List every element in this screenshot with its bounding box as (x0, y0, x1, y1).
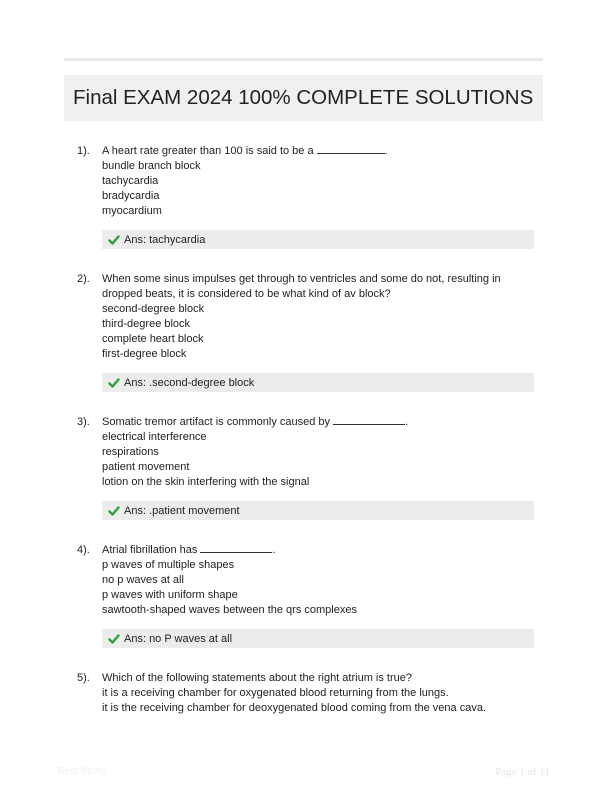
answer-box (102, 230, 534, 249)
question-number: 3). (77, 416, 90, 428)
question-body (102, 144, 540, 219)
answer-blank (200, 543, 272, 553)
page-title: Final EXAM 2024 100% COMPLETE SOLUTIONS (73, 86, 534, 109)
option: tachycardia (102, 175, 159, 187)
option: patient movement (102, 461, 190, 473)
check-icon (108, 377, 120, 389)
option: it is a receiving chamber for oxygenated blood returning from the lungs. (102, 687, 449, 699)
option: p waves of multiple shapes (102, 559, 235, 571)
option: it is the receiving chamber for deoxygenated blood coming from the vena cava. (102, 702, 486, 714)
question-stem-end: . (405, 416, 409, 428)
question-number: 4). (77, 544, 90, 556)
option: myocardium (102, 205, 162, 217)
option: bradycardia (102, 190, 160, 202)
option: first-degree block (102, 348, 187, 360)
question-stem-text: When some sinus impulses get through to ventricles and some do not, resulting in dropped beats, it is considered to be what kind of av block? (102, 273, 501, 300)
question-body (102, 543, 540, 618)
question-stem-text: A heart rate greater than 100 is said to be a (102, 145, 314, 157)
check-icon (108, 505, 120, 517)
question-stem (102, 272, 540, 302)
option: third-degree block (102, 318, 191, 330)
option: bundle branch block (102, 160, 201, 172)
footer-brand: Best Study (58, 766, 107, 777)
option: respirations (102, 446, 159, 458)
question-stem-text: Atrial fibrillation has (102, 544, 198, 556)
question-stem-end: . (384, 145, 388, 157)
option: second-degree block (102, 303, 205, 315)
option: lotion on the skin interfering with the signal (102, 476, 310, 488)
answer-text: Ans: .patient movement (124, 504, 240, 517)
page-indicator: Page 1 of 11 (495, 766, 550, 778)
option: complete heart block (102, 333, 204, 345)
question-stem-text: Which of the following statements about the right atrium is true? (102, 672, 412, 684)
answer-box (102, 501, 534, 520)
answer-box (102, 373, 534, 392)
question-stem (102, 543, 540, 558)
option: p waves with uniform shape (102, 589, 238, 601)
check-icon (108, 234, 120, 246)
question-number: 2). (77, 273, 90, 285)
option: no p waves at all (102, 574, 184, 586)
option: electrical interference (102, 431, 207, 443)
answer-text: Ans: no P waves at all (124, 632, 233, 645)
answer-text: Ans: tachycardia (124, 233, 206, 246)
question-stem-text: Somatic tremor artifact is commonly caused by (102, 416, 331, 428)
check-icon (108, 633, 120, 645)
question-stem (102, 144, 540, 159)
question-number: 1). (77, 145, 90, 157)
question-body (102, 272, 540, 362)
answer-blank (333, 415, 405, 425)
answer-blank (317, 144, 385, 154)
question-stem (102, 415, 540, 430)
top-divider (64, 58, 543, 61)
question-number: 5). (77, 672, 90, 684)
answer-text: Ans: .second-degree block (124, 376, 255, 389)
answer-box (102, 629, 534, 648)
question-stem (102, 671, 540, 686)
question-body (102, 671, 540, 716)
title-banner (64, 75, 543, 121)
question-body (102, 415, 540, 490)
option: sawtooth-shaped waves between the qrs complexes (102, 604, 357, 616)
question-stem-end: . (272, 544, 276, 556)
